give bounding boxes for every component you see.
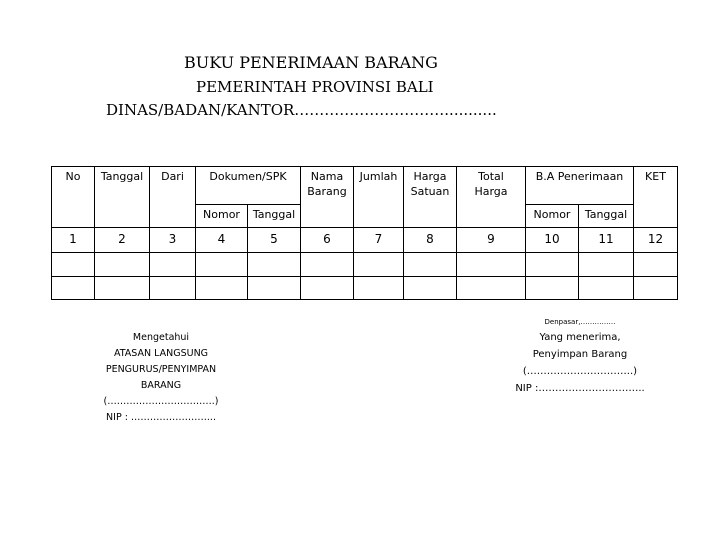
sig-right-name-line: (…………………………..) [522, 366, 638, 377]
column-number: 11 [598, 232, 614, 246]
column-number: 9 [487, 232, 495, 246]
header-ba-tanggal: Tanggal [584, 208, 628, 221]
header-harga-satuan: Harga Satuan [410, 170, 450, 198]
column-number: 3 [168, 232, 177, 246]
sig-right-nip: NIP :………………………….. [515, 383, 645, 394]
signature-right-block [515, 329, 645, 397]
column-number: 5 [270, 232, 278, 246]
column-number: 8 [426, 232, 434, 246]
column-number: 6 [323, 232, 331, 246]
document-subtitle: PEMERINTAH PROVINSI BALI [196, 78, 434, 96]
column-number: 1 [69, 232, 77, 246]
header-total-harga: Total Harga [474, 170, 508, 198]
office-line: DINAS/BADAN/KANTOR…………………………........... [106, 101, 497, 119]
header-jumlah: Jumlah [359, 170, 398, 183]
header-ba-penerimaan: B.A Penerimaan [535, 170, 624, 183]
column-number: 12 [647, 232, 664, 246]
header-no: No [65, 170, 81, 183]
header-dokumen: Dokumen/SPK [209, 170, 287, 183]
sig-left-atasan: ATASAN LANGSUNG [113, 348, 209, 359]
header-nama-barang: Nama Barang [307, 170, 347, 198]
signature-left-block [100, 330, 222, 426]
sig-left-name-line: (…………………………….) [103, 396, 219, 407]
header-ba-nomor: Nomor [533, 208, 571, 221]
sig-right-place-date: Denpasar,…………… [544, 318, 616, 326]
column-number: 10 [544, 232, 560, 246]
header-ket: KET [645, 170, 666, 183]
header-tanggal: Tanggal [100, 170, 144, 183]
column-number: 2 [118, 232, 126, 246]
header-dokumen-nomor: Nomor [203, 208, 240, 221]
document-title: BUKU PENERIMAAN BARANG [184, 53, 438, 72]
sig-left-pengurus: PENGURUS/PENYIMPAN [105, 364, 217, 375]
sig-left-mengetahui: Mengetahui [132, 332, 190, 343]
sig-right-menerima: Yang menerima, [539, 332, 621, 343]
header-dari: Dari [161, 170, 184, 183]
sig-right-penyimpan: Penyimpan Barang [532, 349, 628, 360]
column-number: 7 [374, 232, 383, 246]
sig-left-nip: NIP : ……………………... [106, 412, 216, 423]
column-number: 4 [217, 232, 226, 246]
header-dokumen-tanggal: Tanggal [252, 208, 296, 221]
sig-left-barang: BARANG [140, 380, 182, 391]
